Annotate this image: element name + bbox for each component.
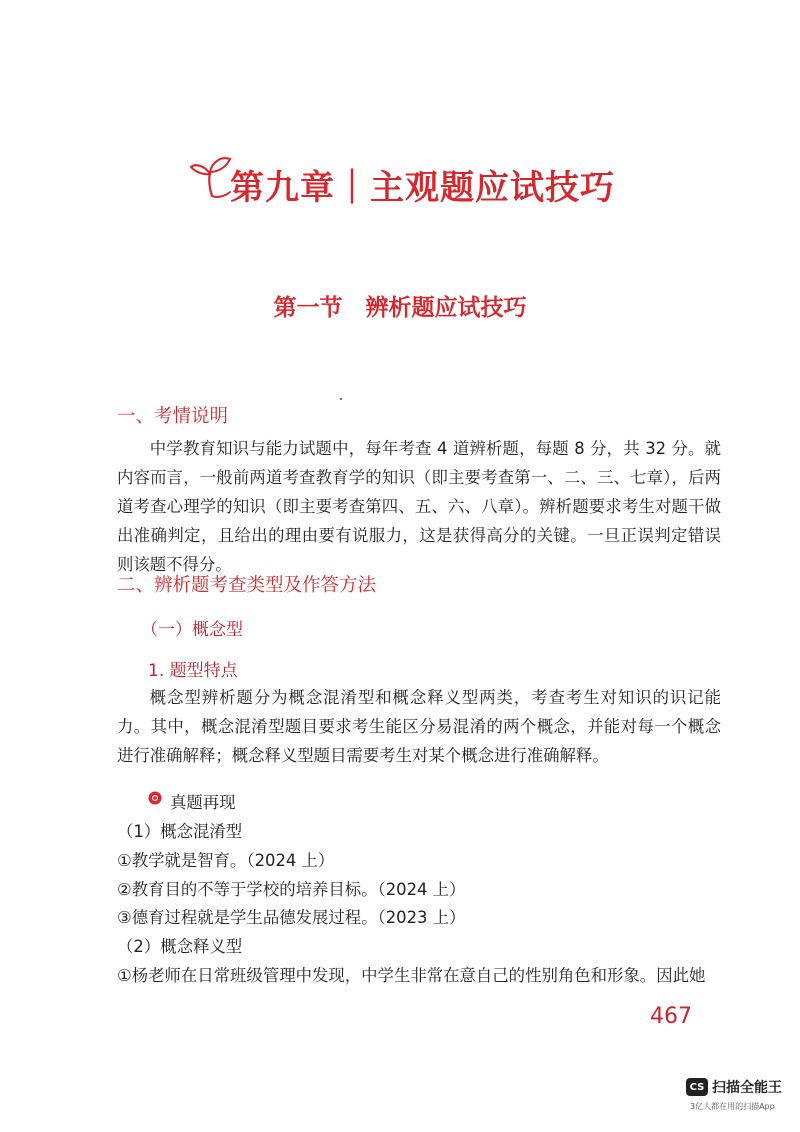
chapter-title: 第九章｜主观题应试技巧 [230, 168, 615, 208]
paragraph-exam-info: 中学教育知识与能力试题中，每年考查 4 道辨析题，每题 8 分，共 32 分。就内容而言，一般前两道考查教育学的知识（即主要考查第一、二、三、七章），后两道考查心理学的知识（即主要考查第四、五、六、八章）。辨析题要求考生对题干做出准确判定，且给出的理由要有说服力，这是获得高分的关键。一旦正误判定错误则该题不得分。 [117, 439, 721, 574]
question-item: ③德育过程就是学生品德发展过程。（2023 上） [117, 908, 466, 927]
question-item: ①杨老师在日常班级管理中发现，中学生非常在意自己的性别角色和形象。因此她 [117, 966, 706, 985]
scanner-watermark [678, 1076, 796, 1128]
heading-real-questions: 真题再现 [170, 793, 236, 812]
cs-logo-icon: CS [686, 1078, 708, 1096]
heading-concept-explanation: （2）概念释义型 [117, 937, 243, 956]
heading-features [148, 656, 238, 681]
heading-concept-type [141, 615, 243, 640]
print-speck [340, 398, 342, 400]
section-title: 第一节 辨析题应试技巧 [273, 295, 527, 321]
paragraph-features: 概念型辨析题分为概念混淆型和概念释义型两类，考查考生对知识的识记能力。其中，概念混淆型题目要求考生能区分易混淆的两个概念，并能对每一个概念进行准确解释；概念释义型题目需要考生对某个概念进行准确解释。 [117, 688, 721, 765]
question-item: ②教育目的不等于学校的培养目标。（2024 上） [117, 880, 466, 899]
sprout-icon [188, 146, 234, 198]
red-dot-icon [148, 791, 162, 805]
features-label: 1. 题型特点 [148, 661, 238, 681]
page-number: 467 [650, 1004, 692, 1029]
heading-question-types: 二、辨析题考查类型及作答方法 [117, 575, 377, 596]
heading-concept-confusion: （1）概念混淆型 [117, 822, 243, 841]
concept-type-label: （一）概念型 [141, 620, 243, 640]
watermark-name: 扫描全能王 [712, 1080, 782, 1096]
watermark-tagline: 3亿人都在用的扫描App [690, 1102, 775, 1111]
heading-exam-info: 一、考情说明 [117, 406, 229, 427]
question-item: ①教学就是智育。（2024 上） [117, 851, 335, 870]
